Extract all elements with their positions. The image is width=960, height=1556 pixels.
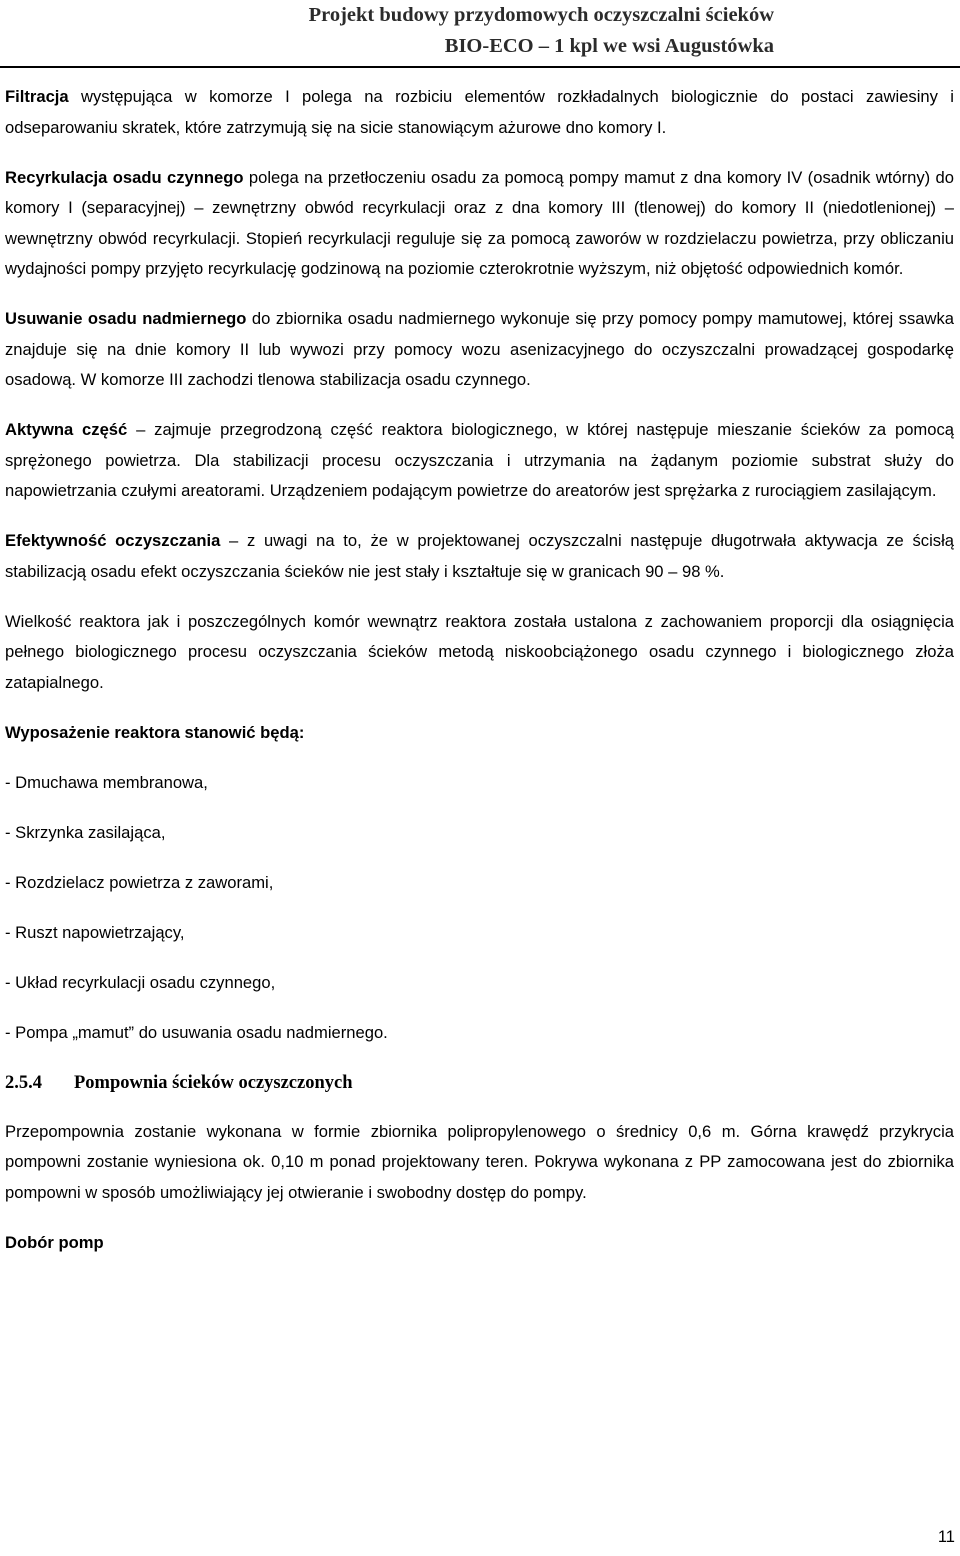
header-title: Projekt budowy przydomowych oczyszczalni ścieków [308,4,774,26]
text-efektywnosc: – z uwagi na to, że w projektowanej oczyszczalni następuje długotrwała aktywacja ze ścisłą stabilizacją osadu efekt oczyszczania ścieków nie jest stały i kształtuje się w granicach 90 – 98 %. [5,531,954,581]
subheading-dobor-pomp: Dobór pomp [5,1232,104,1252]
text-usuwanie: do zbiornika osadu nadmiernego wykonuje się przy pomocy pompy mamutowej, której ssawka znajduje się na dnie komory II lub wywozi przy pomocy wozu asenizacyjnego do oczyszczalni prowadzącej gospodarkę osadową. W komorze III zachodzi tlenowa stabilizacja osadu czynnego. [5,309,954,389]
paragraph-usuwanie [5,304,954,396]
paragraph-efektywnosc [5,526,954,587]
header-divider [0,66,960,68]
equipment-item-1: - Dmuchawa membranowa, [5,772,208,792]
paragraph-recyrkulacja [5,163,954,285]
term-filtracja: Filtracja [5,87,69,106]
term-recyrkulacja: Recyrkulacja osadu czynnego [5,167,244,187]
paragraph-filtracja [5,82,954,143]
section-number: 2.5.4 [5,1072,42,1093]
term-usuwanie: Usuwanie osadu nadmiernego [5,309,247,328]
page-header [0,0,960,66]
term-efektywnosc: Efektywność oczyszczania [5,531,221,550]
equipment-item-5: - Układ recyrkulacji osadu czynnego, [5,972,276,992]
document-body [5,82,954,1258]
equipment-item-6: - Pompa „mamut” do usuwania osadu nadmiernego. [5,1022,388,1042]
section-heading [5,1068,954,1098]
page-number: 11 [937,1528,955,1546]
paragraph-wielkosc: Wielkość reaktora jak i poszczególnych komór wewnątrz reaktora została ustalona z zachowaniem proporcji dla osiągnięcia pełnego biologicznego procesu oczyszczania ścieków metodą niskoobciążonego osadu czynnego i biologicznego złoża zatapialnego. [5,611,954,692]
equipment-heading: Wyposażenie reaktora stanowić będą: [5,722,305,742]
text-filtracja: występująca w komorze I polega na rozbiciu elementów rozkładalnych biologicznie do postaci zawiesiny i odseparowaniu skratek, które zatrzymują się na sicie stanowiącym ażurowe dno komory I. [5,87,954,137]
term-aktywna: Aktywna część [5,420,128,439]
header-subtitle: BIO-ECO – 1 kpl we wsi Augustówka [444,35,774,57]
equipment-item-2: - Skrzynka zasilająca, [5,822,166,842]
equipment-item-3: - Rozdzielacz powietrza z zaworami, [5,872,274,892]
paragraph-aktywna [5,415,954,507]
section-body: Przepompownia zostanie wykonana w formie zbiornika polipropylenowego o średnicy 0,6 m. Górna krawędź przykrycia pompowni zostanie wyniesiona ok. 0,10 m ponad projektowany teren. Pokrywa wykonana z PP zamocowana jest do zbiornika pompowni w sposób umożliwiający jej otwieranie i swobodny dostęp do pompy. [5,1121,954,1202]
equipment-item-4: - Ruszt napowietrzający, [5,922,185,942]
section-title: Pompownia ścieków oczyszczonych [74,1072,353,1093]
text-aktywna: – zajmuje przegrodzoną część reaktora biologicznego, w której następuje mieszanie ścieków za pomocą sprężonego powietrza. Dla stabilizacji procesu oczyszczania i utrzymania na żądanym poziomie substrat służy do napowietrzania czułymi areatorami. Urządzeniem podającym powietrze do areatorów jest sprężarka z rurociągiem zasilającym. [5,420,955,500]
text-recyrkulacja: polega na przetłoczeniu osadu za pomocą pompy mamut z dna komory IV (osadnik wtórny) do komory I (separacyjnej) – zewnętrzny obwód recyrkulacji oraz z dna komory III (tlenowej) do komory II (niedotlenionej) – wewnętrzny obwód recyrkulacji. Stopień recyrkulacji reguluje się za pomocą zaworów w rozdzielaczu powietrza, przy obliczaniu wydajności pompy przyjęto recyrkulację godzinową na poziomie czterokrotnie wyższym, niż objętość odpowiednich komór. [5,167,954,278]
